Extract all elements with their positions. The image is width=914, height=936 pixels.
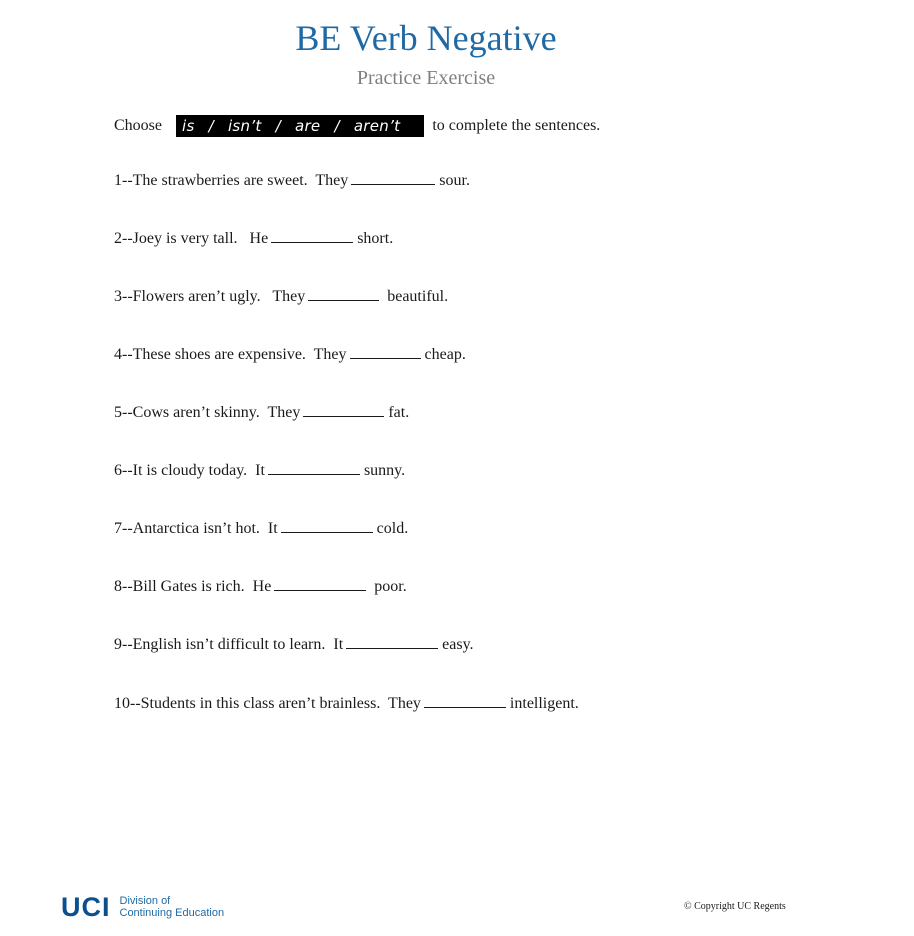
sentence-ending: cold. bbox=[376, 520, 409, 537]
sentence-ending: sunny. bbox=[363, 462, 406, 479]
answer-blank[interactable] bbox=[303, 401, 384, 417]
sentence-text: 3--Flowers aren’t ugly. They bbox=[114, 288, 306, 305]
answer-blank[interactable] bbox=[346, 633, 438, 649]
choice-is: is bbox=[182, 117, 195, 135]
sentence-9 bbox=[114, 633, 474, 655]
answer-blank[interactable] bbox=[424, 692, 506, 708]
sentence-text: 4--These shoes are expensive. They bbox=[114, 346, 347, 363]
sentence-text: 9--English isn’t difficult to learn. It bbox=[114, 636, 344, 653]
sentence-ending: easy. bbox=[442, 636, 474, 653]
sentence-ending: beautiful. bbox=[383, 288, 449, 305]
sentence-text: 6--It is cloudy today. It bbox=[114, 462, 265, 479]
answer-blank[interactable] bbox=[308, 285, 379, 301]
logo-line-continuing-education: Continuing Education bbox=[119, 907, 225, 919]
logo-line-division: Division of bbox=[119, 895, 171, 907]
sentence-3 bbox=[114, 285, 448, 307]
page-title: BE Verb Negative bbox=[295, 18, 557, 58]
sentence-text: 7--Antarctica isn’t hot. It bbox=[114, 520, 278, 537]
instruction-line bbox=[114, 114, 600, 138]
sentence-text: 10--Students in this class aren’t brainless. They bbox=[114, 695, 421, 712]
instruction-prefix: Choose bbox=[114, 117, 162, 134]
uci-logo-mark: UCI bbox=[61, 892, 111, 922]
answer-blank[interactable] bbox=[268, 459, 360, 475]
copyright-notice: © Copyright UC Regents bbox=[684, 901, 786, 912]
answer-blank[interactable] bbox=[281, 517, 373, 533]
answer-blank[interactable] bbox=[351, 169, 435, 185]
answer-blank[interactable] bbox=[274, 575, 366, 591]
sentence-4 bbox=[114, 343, 466, 365]
page-subtitle: Practice Exercise bbox=[356, 67, 496, 89]
sentence-2 bbox=[114, 227, 393, 249]
sentence-ending: cheap. bbox=[424, 346, 466, 363]
choice-isnt: isn’t bbox=[227, 117, 262, 135]
answer-blank[interactable] bbox=[350, 343, 421, 359]
sentence-8 bbox=[114, 575, 407, 597]
sentence-ending: poor. bbox=[370, 578, 407, 595]
word-choices-box bbox=[176, 115, 424, 137]
sentence-ending: short. bbox=[357, 230, 394, 247]
sentence-6 bbox=[114, 459, 405, 481]
uci-logo-text bbox=[120, 895, 225, 919]
sentence-ending: intelligent. bbox=[509, 695, 579, 712]
sentence-10 bbox=[114, 692, 579, 714]
sentence-ending: fat. bbox=[388, 404, 410, 421]
sentence-ending: sour. bbox=[439, 172, 470, 189]
instruction-suffix: to complete the sentences. bbox=[432, 117, 601, 134]
sentence-text: 5--Cows aren’t skinny. They bbox=[114, 404, 301, 421]
sentence-text: 2--Joey is very tall. He bbox=[114, 230, 269, 247]
answer-blank[interactable] bbox=[271, 227, 353, 243]
sentence-text: 8--Bill Gates is rich. He bbox=[114, 578, 272, 595]
choice-separator: / bbox=[208, 117, 214, 135]
choice-separator: / bbox=[275, 117, 281, 135]
uci-logo bbox=[61, 894, 224, 920]
choice-separator: / bbox=[334, 117, 340, 135]
sentence-text: 1--The strawberries are sweet. They bbox=[114, 172, 349, 189]
sentence-7 bbox=[114, 517, 408, 539]
sentence-5 bbox=[114, 401, 409, 423]
choice-are: are bbox=[294, 117, 321, 135]
sentence-1 bbox=[114, 169, 470, 191]
choice-arent: aren’t bbox=[353, 117, 401, 135]
